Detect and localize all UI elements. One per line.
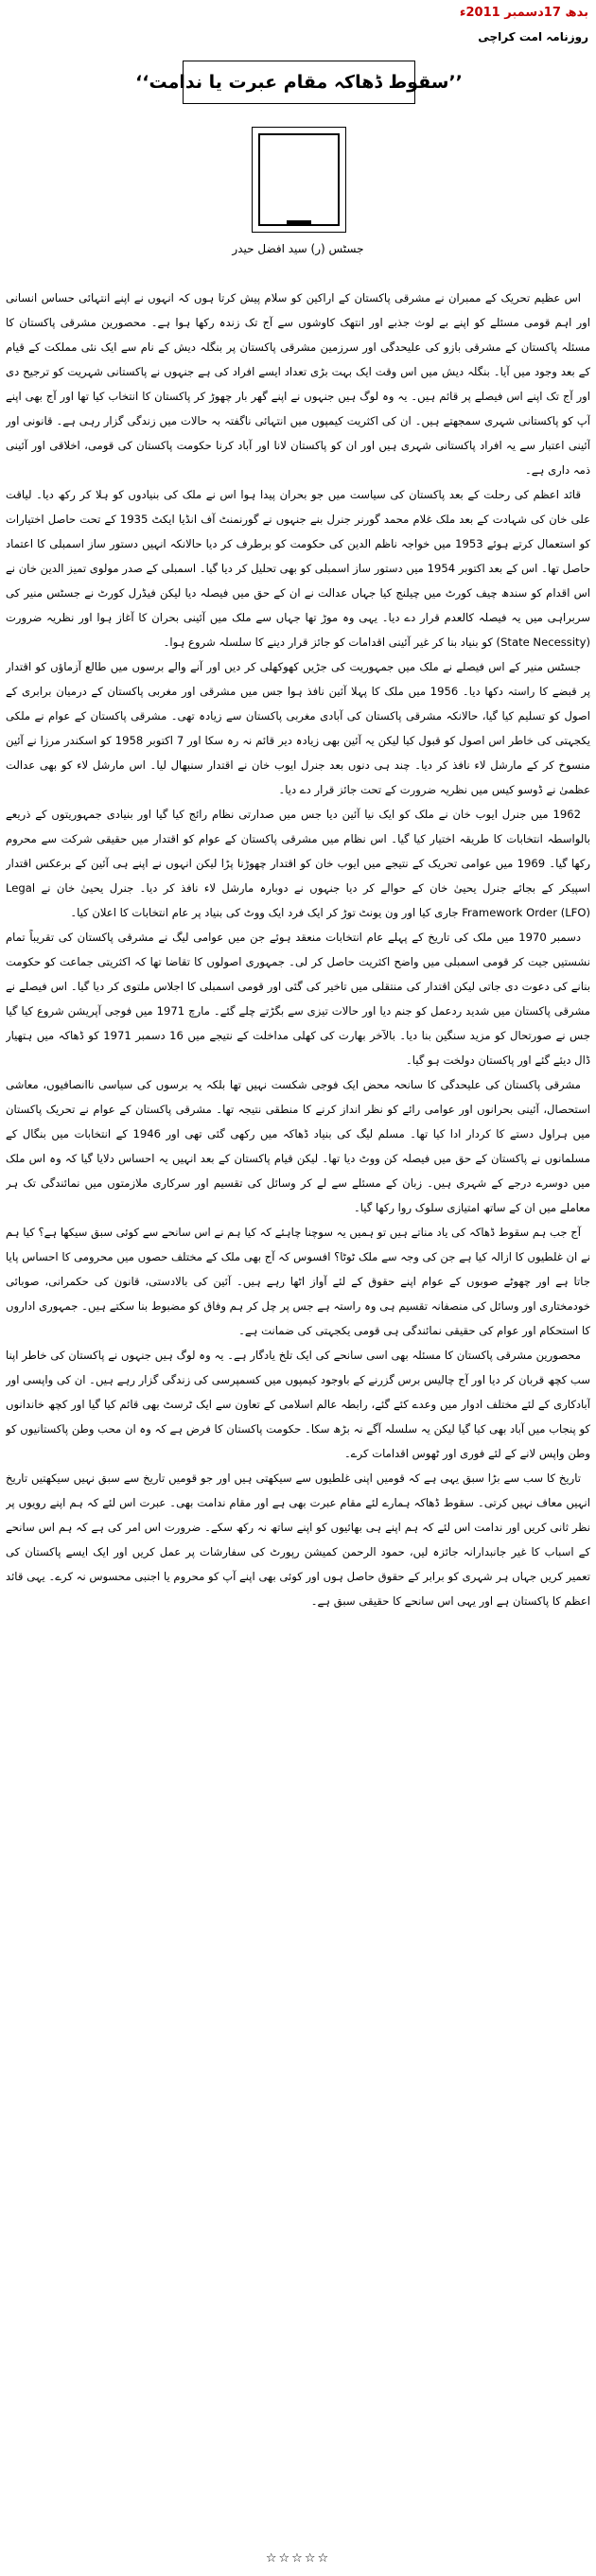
author-byline: جسٹس (ر) سید افضل حیدر bbox=[232, 242, 364, 255]
paragraph: 1962 میں جنرل ایوب خان نے ملک کو ایک نیا آئین دیا جس میں صدارتی نظام رائج کیا گیا اور بنیادی جمہوریتوں کے ذریعے بالواسطہ انتخابات کا طریقہ اختیار کیا گیا۔ اس نظام میں مشرقی پاکستان کے عوام کو اقتدار میں حقیقی شرکت سے محروم رکھا گیا۔ 1969 میں عوامی تحریک کے نتیجے میں ایوب خان کو اقتدار چھوڑنا پڑا لیکن انہوں نے اپنے ہی آئین کے برعکس اقتدار اسپیکر کے بجائے جنرل یحییٰ خان کے حوالے کر دیا جنہوں نے دوبارہ مارشل لاء نافذ کر دیا۔ جنرل یحییٰ خان نے Legal Framework Order (LFO) جاری کیا اور ون یونٹ توڑ کر ایک فرد ایک ووٹ کی بنیاد پر عام انتخابات کا اعلان کیا۔ bbox=[6, 808, 590, 919]
paragraph: آج جب ہم سقوط ڈھاکہ کی یاد مناتے ہیں تو ہمیں یہ سوچنا چاہئے کہ کیا ہم نے اس سانحے سے کوئی سبق سیکھا ہے؟ کیا ہم نے ان غلطیوں کا ازالہ کیا ہے جن کی وجہ سے ملک ٹوٹا؟ افسوس کہ آج بھی ملک کے مختلف حصوں میں محرومی کا احساس پایا جاتا ہے اور چھوٹے صوبوں کے عوام اپنے حقوق کے لئے آواز اٹھا رہے ہیں۔ آئین کی بالادستی، قانون کی حکمرانی، صوبائی خودمختاری اور وسائل کی منصفانہ تقسیم ہی وہ راستہ ہے جس پر چل کر ہم وفاق کو مضبوط بنا سکتے ہیں۔ جمہوری اداروں کا استحکام اور عوام کی حقیقی نمائندگی ہی قومی یکجہتی کی ضمانت ہے۔ bbox=[6, 1226, 590, 1337]
author-photo bbox=[252, 127, 346, 233]
author-photo-frame bbox=[258, 133, 340, 226]
paragraph: قائد اعظم کی رحلت کے بعد پاکستان کی سیاست میں جو بحران پیدا ہوا اس نے ملک کی بنیادوں کو ہلا کر رکھ دیا۔ لیاقت علی خان کی شہادت کے بعد ملک غلام محمد گورنر جنرل بنے جنہوں نے گورنمنٹ آف انڈیا ایکٹ 1935 کے تحت حاصل اختیارات کو استعمال کرتے ہوئے 1953 میں خواجہ ناظم الدین کی حکومت کو برطرف کر دیا حالانکہ انہیں دستور ساز اسمبلی کا اعتماد حاصل تھا۔ اس کے بعد اکتوبر 1954 میں دستور ساز اسمبلی کو بھی تحلیل کر دیا گیا۔ اسمبلی کے صدر مولوی تمیز الدین خان نے اس اقدام کو سندھ چیف کورٹ میں چیلنج کیا جہاں عدالت نے ان کے حق میں فیصلہ دیا لیکن فیڈرل کورٹ نے جسٹس منیر کی سربراہی میں یہ فیصلہ کالعدم قرار دے دیا۔ یہی وہ موڑ تھا جہاں سے ملک میں آئینی بحران کا آغاز ہوا اور نظریہ ضرورت (State Necessity) کو بنیاد بنا کر غیر آئینی اقدامات کو جائز قرار دینے کا سلسلہ شروع ہوا۔ bbox=[6, 488, 590, 649]
paragraph: مشرقی پاکستان کی علیحدگی کا سانحہ محض ایک فوجی شکست نہیں تھا بلکہ یہ برسوں کی سیاسی ناانصافیوں، معاشی استحصال، آئینی بحرانوں اور عوامی رائے کو نظر انداز کرنے کا منطقی نتیجہ تھا۔ مشرقی پاکستان کے عوام نے تحریک پاکستان میں ہراول دستے کا کردار ادا کیا تھا۔ مسلم لیگ کی بنیاد ڈھاکہ میں رکھی گئی تھی اور 1946 کے انتخابات میں بنگال کے مسلمانوں نے پاکستان کے حق میں فیصلہ کن ووٹ دیا تھا۔ لیکن قیام پاکستان کے بعد انہیں یہ احساس دلایا گیا کہ وہ اس ملک میں دوسرے درجے کے شہری ہیں۔ زبان کے مسئلے سے لے کر وسائل کی تقسیم اور سرکاری ملازمتوں میں نمائندگی تک ہر معاملے میں ان کے ساتھ امتیازی سلوک روا رکھا گیا۔ bbox=[6, 1078, 590, 1214]
article-body bbox=[6, 286, 590, 2536]
paragraph: دسمبر 1970 میں ملک کی تاریخ کے پہلے عام انتخابات منعقد ہوئے جن میں عوامی لیگ نے مشرقی پاکستان کی تقریباً تمام نشستیں جیت کر قومی اسمبلی میں واضح اکثریت حاصل کر لی۔ جمہوری اصولوں کا تقاضا تھا کہ اکثریتی جماعت کو حکومت بنانے کی دعوت دی جاتی لیکن اقتدار کی منتقلی میں تاخیر کی گئی اور قومی اسمبلی کا اجلاس ملتوی کر دیا گیا۔ اس فیصلے نے مشرقی پاکستان میں شدید ردعمل کو جنم دیا اور حالات تیزی سے بگڑتے چلے گئے۔ مارچ 1971 میں فوجی آپریشن شروع کیا گیا جس نے صورتحال کو مزید سنگین بنا دیا۔ بالآخر بھارت کی کھلی مداخلت کے نتیجے میں 16 دسمبر 1971 کو ڈھاکہ میں ہتھیار ڈال دیئے گئے اور پاکستان دولخت ہو گیا۔ bbox=[6, 931, 590, 1067]
paragraph: محصورین مشرقی پاکستان کا مسئلہ بھی اسی سانحے کی ایک تلخ یادگار ہے۔ یہ وہ لوگ ہیں جنہوں نے پاکستان کی خاطر اپنا سب کچھ قربان کر دیا اور آج چالیس برس گزرنے کے باوجود کیمپوں میں کسمپرسی کی زندگی گزار رہے ہیں۔ ان کی واپسی اور آبادکاری کے لئے مختلف ادوار میں وعدے کئے گئے، رابطہ عالم اسلامی کے تعاون سے ایک ٹرسٹ بھی قائم کیا گیا اور کچھ خاندانوں کو پنجاب میں آباد بھی کیا گیا لیکن یہ سلسلہ آگے نہ بڑھ سکا۔ حکومت پاکستان کا فرض ہے کہ وہ ان محب وطن پاکستانیوں کو وطن واپس لانے کے لئے فوری اور ٹھوس اقدامات کرے۔ bbox=[6, 1349, 590, 1460]
newspaper-name: روزنامہ امت کراچی bbox=[478, 30, 588, 44]
paragraph: اس عظیم تحریک کے ممبران نے مشرقی پاکستان کے اراکین کو سلام پیش کرتا ہوں کہ انہوں نے اپنے انتہائی حساس انسانی اور اہم قومی مسئلے کو اپنے بے لوث جذبے اور انتھک کاوشوں سے آج تک زندہ رکھا ہوا ہے۔ محصورین مشرقی پاکستان کا مسئلہ پاکستان کے مشرقی بازو کی علیحدگی اور سرزمین مشرقی پاکستان پر بنگلہ دیش کے نام سے ایک نئی مملکت کے قیام کے بعد وجود میں آیا۔ بنگلہ دیش میں اس وقت ایک بہت بڑی تعداد ایسے افراد کی ہے جنہوں نے پاکستانی شہریت کو ترجیح دی اور آج تک اپنے اس فیصلے پر قائم ہیں۔ یہ وہ لوگ ہیں جنہوں نے اپنے گھر بار چھوڑ کر پاکستان کا انتخاب کیا تھا اور آج بھی اپنے آپ کو پاکستانی شہری سمجھتے ہیں۔ ان کی اکثریت کیمپوں میں انتہائی ناگفتہ بہ حالات میں زندگی گزار رہی ہے۔ قانونی اور آئینی اعتبار سے یہ افراد پاکستانی شہری ہیں اور ان کو پاکستان لانا اور آباد کرنا حکومت پاکستان کی قومی، اخلاقی اور آئینی ذمہ داری ہے۔ bbox=[6, 291, 590, 477]
publication-date: بدھ 17دسمبر 2011ء bbox=[459, 6, 588, 20]
end-of-article-stars: ☆☆☆☆☆ bbox=[265, 2551, 331, 2566]
paragraph: جسٹس منیر کے اس فیصلے نے ملک میں جمہوریت کی جڑیں کھوکھلی کر دیں اور آنے والے برسوں میں طالع آزماؤں کو اقتدار پر قبضے کا راستہ دکھا دیا۔ 1956 میں ملک کا پہلا آئین نافذ ہوا جس میں مشرقی اور مغربی پاکستان کے درمیان برابری کے اصول کو تسلیم کیا گیا، حالانکہ مشرقی پاکستان کی آبادی مغربی پاکستان سے زیادہ تھی۔ مشرقی پاکستان کے عوام نے ملکی یکجہتی کی خاطر اس اصول کو قبول کیا لیکن یہ آئین بھی زیادہ دیر قائم نہ رہ سکا اور 7 اکتوبر 1958 کو اسکندر مرزا نے آئین منسوخ کر کے مارشل لاء نافذ کر دیا۔ چند ہی دنوں بعد جنرل ایوب خان نے اقتدار سنبھال لیا۔ اس مارشل لاء کو بھی عدالت عظمیٰ نے ڈوسو کیس میں نظریہ ضرورت کے تحت جائز قرار دے دیا۔ bbox=[6, 660, 590, 796]
paragraph: تاریخ کا سب سے بڑا سبق یہی ہے کہ قومیں اپنی غلطیوں سے سیکھتی ہیں اور جو قومیں تاریخ سے سبق نہیں سیکھتیں تاریخ انہیں معاف نہیں کرتی۔ سقوط ڈھاکہ ہمارے لئے مقام عبرت بھی ہے اور مقام ندامت بھی۔ عبرت اس لئے کہ ہم اپنے رویوں پر نظر ثانی کریں اور ندامت اس لئے کہ ہم اپنے ہی بھائیوں کو اپنے ساتھ نہ رکھ سکے۔ ضرورت اس امر کی ہے کہ ہم اس سانحے کے اسباب کا غیر جانبدارانہ جائزہ لیں، حمود الرحمن کمیشن رپورٹ کی سفارشات پر عمل کریں اور ایک ایسے پاکستان کی تعمیر کریں جہاں ہر شہری کو برابر کے حقوق حاصل ہوں اور کوئی بھی اپنے آپ کو محروم یا اجنبی محسوس نہ کرے۔ یہی قائد اعظم کا پاکستان ہے اور یہی اس سانحے کا حقیقی سبق ہے۔ bbox=[6, 1471, 590, 1608]
article-title: ’’سقوط ڈھاکہ مقام عبرت یا ندامت‘‘ bbox=[183, 61, 415, 104]
